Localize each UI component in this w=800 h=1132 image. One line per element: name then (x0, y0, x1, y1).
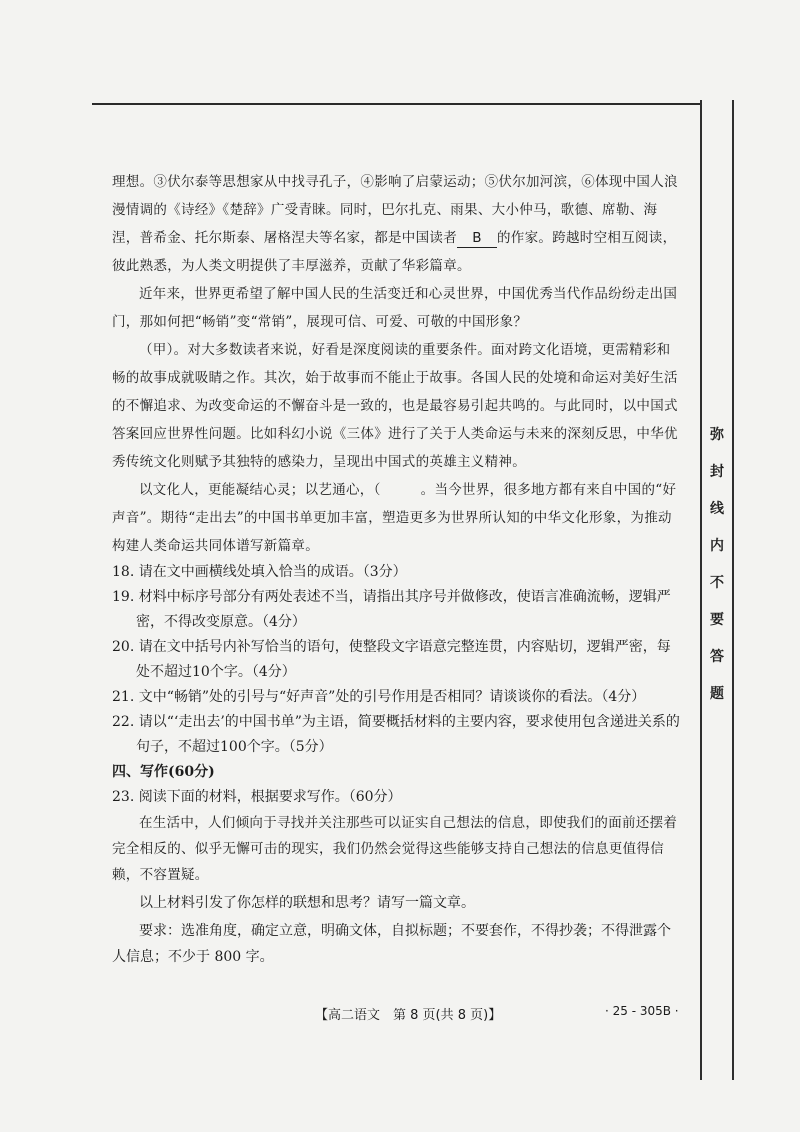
binding-char: 内 (710, 538, 724, 554)
passage-paragraph-3: （甲）。对大多数读者来说，好看是深度阅读的重要条件。面对跨文化语境，更需精彩和畅的故事成就吸睛之作。其次，始于故事而不能止于故事。各国人民的处境和命运对美好生活的不懈追求、为改变命运的不懈奋斗是一致的，也是最容易引起共鸣的。与此同时，以中国式答案回应世界性问题。比如科幻小说《三体》进行了关于人类命运与未来的深刻反思，中华优秀传统文化则赋予其独特的感染力，呈现出中国式的英雄主义精神。 (112, 342, 678, 470)
writing-material: 在生活中，人们倾向于寻找并关注那些可以证实自己想法的信息，即使我们的面前还摆着完全相反的、似乎无懈可击的现实，我们仍然会觉得这些能够支持自己想法的信息更值得信赖，不容置疑。 (112, 815, 678, 883)
binding-char: 线 (710, 501, 724, 517)
exam-code: · 25 - 305B · (605, 1004, 679, 1018)
section-heading-writing: 四、写作(60分) (112, 764, 215, 780)
page-footer: 【高二语文 第 8 页(共 8 页)】 (315, 1008, 502, 1023)
binding-line-left (700, 100, 702, 1080)
question-23: 23. 阅读下面的材料，根据要求写作。（60分） (112, 789, 402, 805)
binding-warning (704, 425, 730, 721)
binding-line-right (732, 100, 734, 1080)
passage-paragraph-1: 理想。③伏尔泰等思想家从中找寻孔子，④影响了启蒙运动；⑤伏尔加河滨，⑥体现中国人浪漫情调的《诗经》《楚辞》广受青睐。同时，巴尔扎克、雨果、大小仲马，歌德、席勒、海涅，普希金、托尔斯泰、屠格涅夫等名家，都是中国读者 B 的作家。跨越时空相互阅读，彼此熟悉，为人类文明提供了丰厚滋养，贡献了华彩篇章。 (112, 174, 678, 274)
question-21: 21. 文中“畅销”处的引号与“好声音”处的引号作用是否相同？请谈谈你的看法。（4分） (112, 689, 646, 705)
top-rule (92, 103, 700, 105)
binding-char: 要 (710, 612, 724, 628)
answer-blank: B (457, 229, 497, 248)
binding-char: 不 (710, 575, 724, 591)
binding-char: 题 (710, 686, 724, 702)
question-22: 22. 请以“‘走出去’的中国书单”为主语，简要概括材料的主要内容，要求使用包含递进关系的句子，不超过100个字。（5分） (112, 714, 680, 755)
question-18: 18. 请在文中画横线处填入恰当的成语。（3分） (112, 564, 407, 580)
main-content (112, 168, 684, 970)
question-19: 19. 材料中标序号部分有两处表述不当，请指出其序号并做修改，使语言准确流畅，逻辑严密，不得改变原意。（4分） (112, 589, 671, 630)
binding-char: 弥 (710, 427, 724, 443)
binding-char: 封 (710, 464, 724, 480)
writing-requirements: 要求：选准角度，确定立意，明确文体，自拟标题；不要套作，不得抄袭；不得泄露个人信息；不少于 800 字。 (112, 923, 671, 965)
passage-paragraph-4: 以文化人，更能凝结心灵；以艺通心，（ 。当今世界，很多地方都有来自中国的“好声音”。期待“走出去”的中国书单更加丰富，塑造更多为世界所认知的中华文化形象，为推动构建人类命运共同体谱写新篇章。 (112, 482, 677, 554)
binding-char: 答 (710, 649, 724, 665)
writing-prompt: 以上材料引发了你怎样的联想和思考？请写一篇文章。 (139, 895, 475, 911)
question-20: 20. 请在文中括号内补写恰当的语句，使整段文字语意完整连贯，内容贴切，逻辑严密，每处不超过10个字。（4分） (112, 639, 671, 680)
passage-paragraph-2: 近年来，世界更希望了解中国人民的生活变迁和心灵世界，中国优秀当代作品纷纷走出国门，那如何把“畅销”变“常销”，展现可信、可爱、可敬的中国形象？ (112, 286, 678, 330)
